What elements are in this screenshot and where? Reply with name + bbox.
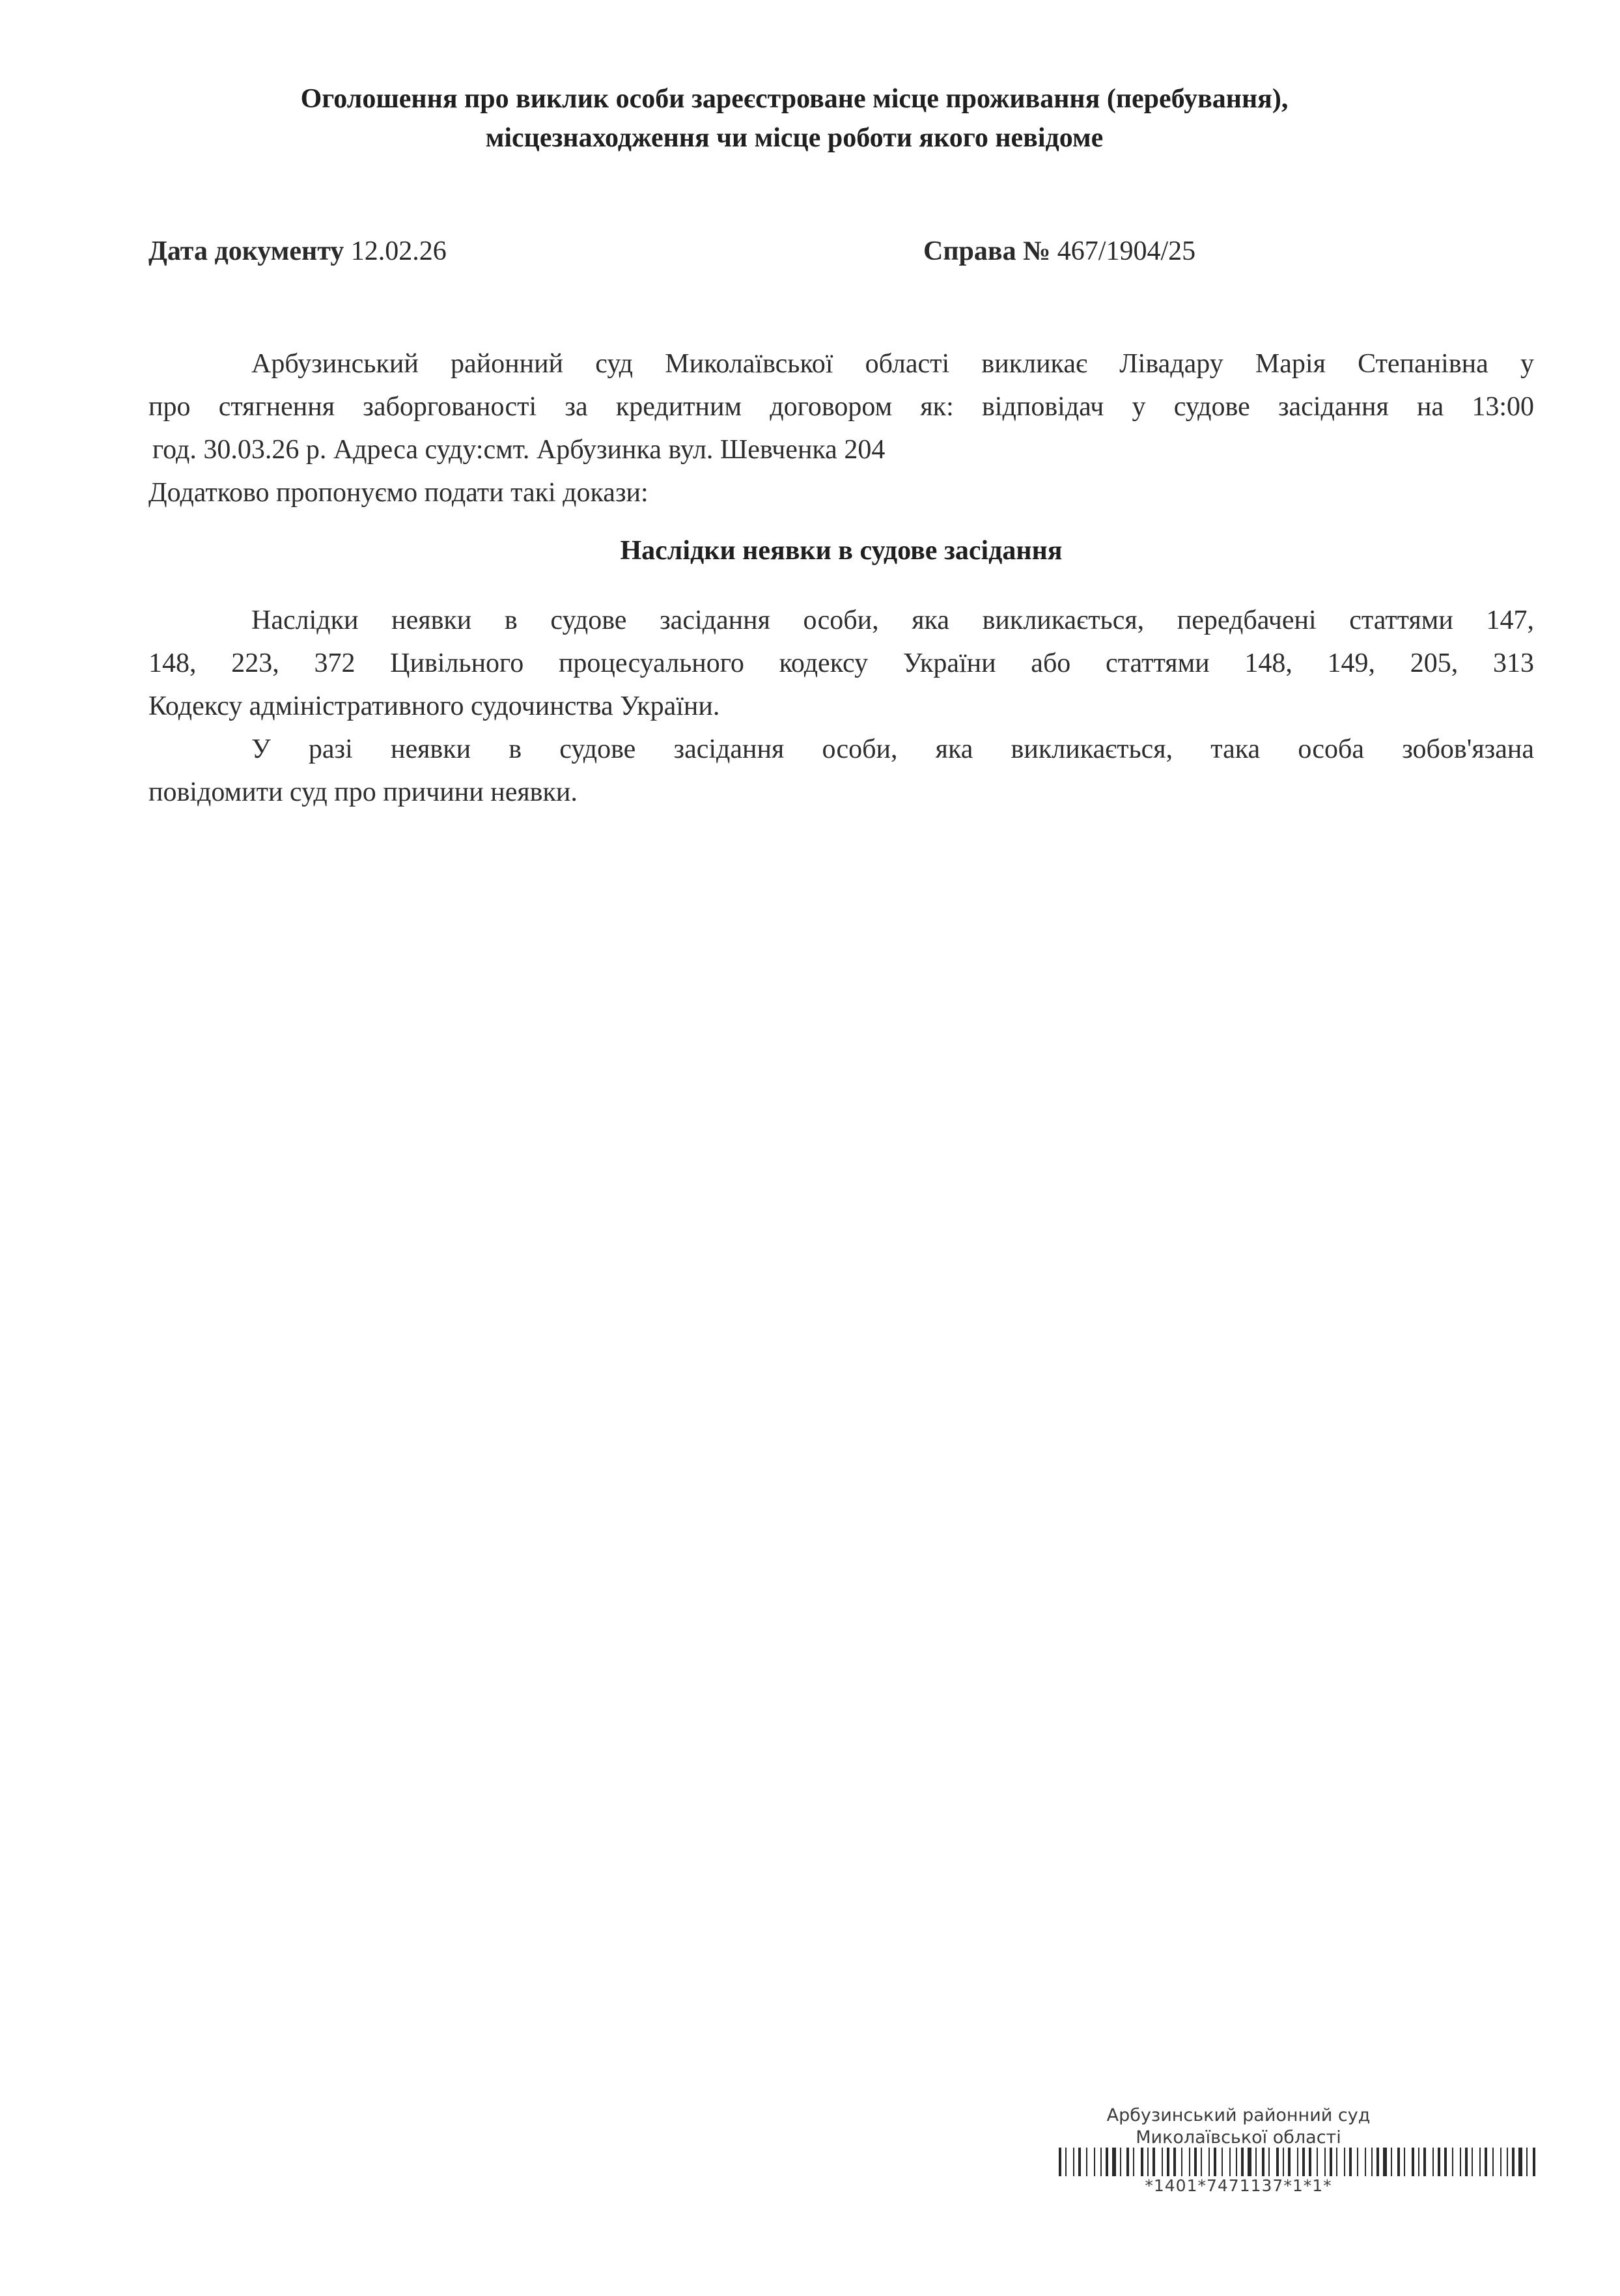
consequences-paragraph — [148, 599, 1534, 814]
case-number-value: 467/1904/25 — [1057, 236, 1196, 266]
barcode-icon — [1059, 2148, 1541, 2176]
consequences-heading: Наслідки неявки в судове засідання — [620, 536, 1063, 566]
obligation-line-1: У разі неявки в судове засідання особи, яка викликається, така особа зобов'язана — [251, 734, 1534, 764]
document-date-label: Дата документу — [148, 236, 344, 266]
stamp-barcode-code: *1401*7471137*1*1* — [1145, 2176, 1332, 2195]
summons-line-4: Додатково пропонуємо подати такі докази: — [148, 478, 649, 508]
document-date — [148, 232, 447, 271]
summons-line-1: Арбузинський районний суд Миколаївської області викликає Лівадару Марія Степанівна у — [251, 349, 1534, 379]
obligation-line-2: повідомити суд про причини неявки. — [148, 777, 578, 807]
title-line-2: місцезнаходження чи місце роботи якого невідоме — [485, 123, 1104, 153]
case-number — [923, 232, 1195, 271]
title-line-1: Оголошення про виклик особи зареєстроване місце проживання (перебування), — [300, 84, 1289, 114]
document-title — [143, 79, 1445, 158]
summons-line-2: про стягнення заборгованості за кредитним договором як: відповідач у судове засідання на 13:00 — [148, 392, 1534, 422]
case-number-label: Справа № — [923, 236, 1051, 266]
document-date-value: 12.02.26 — [350, 236, 447, 266]
stamp-court-region: Миколаївської області — [1136, 2127, 1341, 2148]
consequences-line-3: Кодексу адміністративного судочинства України. — [148, 691, 720, 721]
stamp-court-name: Арбузинський районний суд — [1106, 2105, 1371, 2125]
summons-line-3: год. 30.03.26 р. Адреса суду:смт. Арбузинка вул. Шевченка 204 — [152, 435, 886, 465]
consequences-line-1: Наслідки неявки в судове засідання особи, яка викликається, передбачені статтями 147, — [251, 605, 1534, 635]
summons-paragraph — [148, 342, 1534, 514]
consequences-line-2: 148, 223, 372 Цивільного процесуального кодексу України або статтями 148, 149, 205, 313 — [148, 648, 1534, 678]
